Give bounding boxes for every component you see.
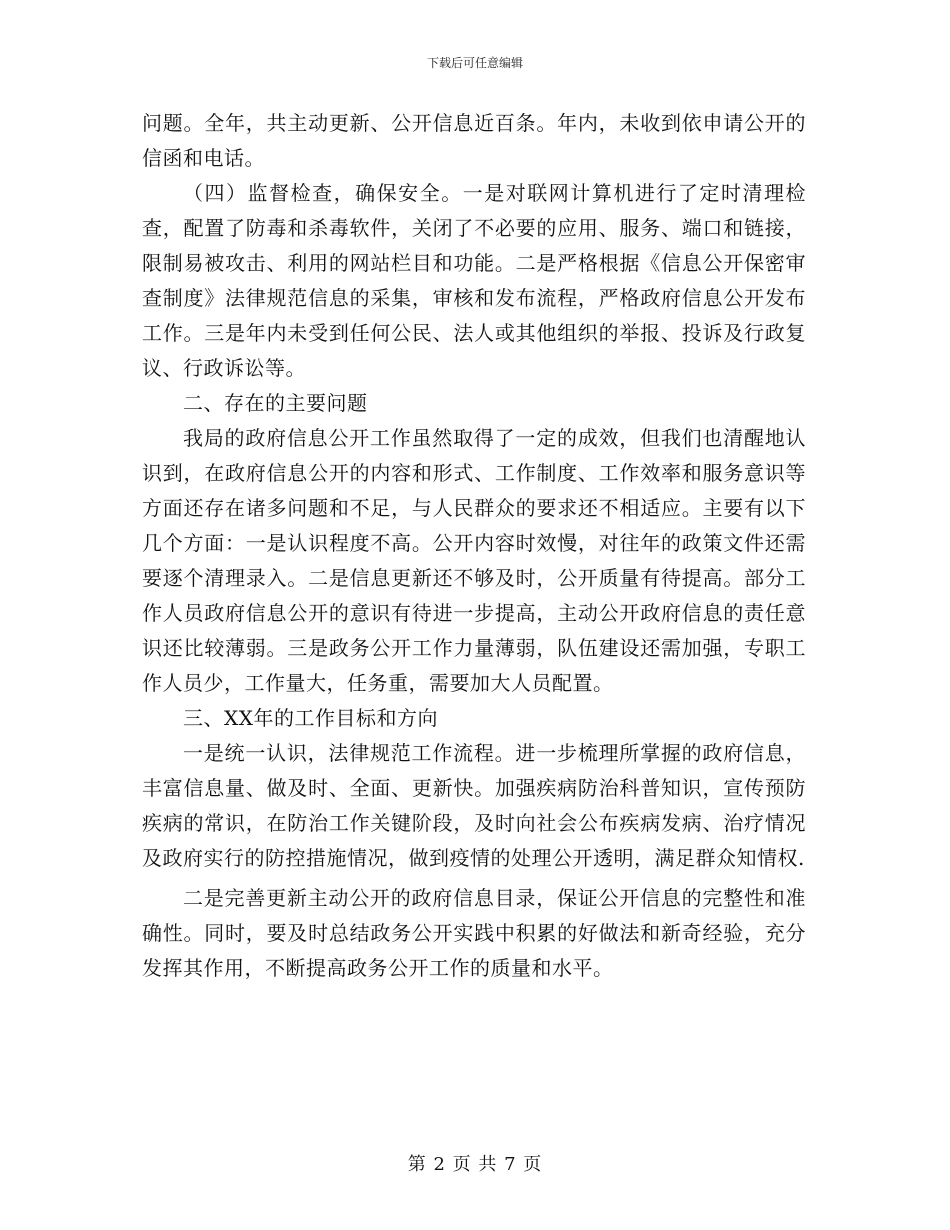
paragraph-goal-one: 一是统一认识，法律规范工作流程。进一步梳理所掌握的政府信息，丰富信息量、做及时、全面、更新快。加强疾病防治科普知识，宣传预防疾病的常识，在防治工作关键阶段，及时向社会公布疾病发病、治疗情况及政府实行的防控措施情况，做到疫情的处理公开透明，满足群众知情权. [142,741,806,870]
document-body [142,106,806,986]
paragraph-goal-two: 二是完善更新主动公开的政府信息目录，保证公开信息的完整性和准确性。同时，要及时总结政务公开实践中积累的好做法和新奇经验，充分发挥其作用，不断提高政务公开工作的质量和水平。 [142,886,806,980]
paragraph-supervision: （四）监督检查，确保安全。一是对联网计算机进行了定时清理检查，配置了防毒和杀毒软件，关闭了不必要的应用、服务、端口和链接，限制易被攻击、利用的网站栏目和功能。二是严格根据《信息公开保密审查制度》法律规范信息的采集，审核和发布流程，严格政府信息公开发布工作。三是年内未受到任何公民、法人或其他组织的举报、投诉及行政复议、行政诉讼等。 [142,181,806,380]
section-heading-problems: 二、存在的主要问题 [183,391,368,415]
paragraph-problems: 我局的政府信息公开工作虽然取得了一定的成效，但我们也清醒地认识到，在政府信息公开的内容和形式、工作制度、工作效率和服务意识等方面还存在诸多问题和不足，与人民群众的要求还不相适应。主要有以下几个方面：一是认识程度不高。公开内容时效慢，对往年的政策文件还需要逐个清理录入。二是信息更新还不够及时，公开质量有待提高。部分工作人员政府信息公开的意识有待进一步提高，主动公开政府信息的责任意识还比较薄弱。三是政务公开工作力量薄弱，队伍建设还需加强，专职工作人员少，工作量大，任务重，需要加大人员配置。 [142,426,806,695]
section-heading-goals: 三、XX年的工作目标和方向 [183,706,438,730]
page-number: 第 2 页 共 7 页 [407,1154,543,1175]
header-note: 下载后可任意编辑 [426,56,523,70]
paragraph-continuation: 问题。全年，共主动更新、公开信息近百条。年内，未收到依申请公开的信函和电话。 [142,111,806,170]
